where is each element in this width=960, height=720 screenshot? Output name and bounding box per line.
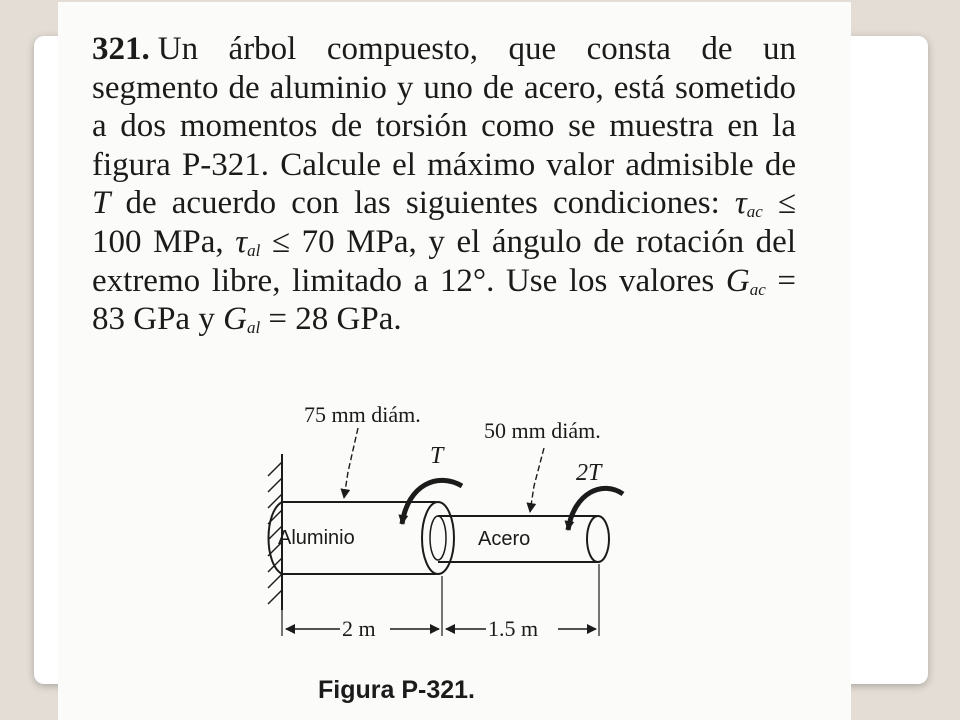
g-symbol-aluminum: G bbox=[223, 301, 247, 338]
label-aluminio: Aluminio bbox=[278, 527, 355, 549]
problem-text-part-1: Un árbol compuesto, que consta de un segmento de aluminio y uno de acero, está sometido a dos momentos de torsión como se muestra en la figura P-321. Calcule el máximo valor admisible de bbox=[92, 31, 805, 183]
problem-text-part-3: ≤ 100 MPa, bbox=[92, 185, 805, 260]
tau-symbol-steel: τ bbox=[734, 185, 747, 222]
label-dim-ac: 1.5 m bbox=[488, 616, 539, 641]
label-al-diameter: 75 mm diám. bbox=[304, 402, 421, 427]
subscript-ac: ac bbox=[749, 279, 766, 299]
label-torque-2T: 2T bbox=[576, 460, 602, 486]
label-dim-al: 2 m bbox=[342, 616, 376, 641]
tau-symbol-aluminum: τ bbox=[235, 223, 248, 260]
problem-number: 321. bbox=[92, 31, 150, 67]
problem-text-part-4: ≤ 70 MPa, y el ángulo de rotación del extremo libre, limitado a 12°. Use los valores bbox=[92, 223, 805, 299]
label-torque-T: T bbox=[430, 443, 444, 469]
shaft-figure bbox=[58, 2, 851, 720]
figure-caption: Figura P-321. bbox=[318, 676, 475, 704]
torque-symbol: T bbox=[92, 185, 111, 222]
problem-text-part-5: = 83 GPa y bbox=[92, 262, 805, 338]
problem-text-part-2: de acuerdo con las siguientes condiciones: bbox=[110, 185, 735, 222]
label-ac-diameter: 50 mm diám. bbox=[484, 418, 601, 443]
subscript-ac: ac bbox=[746, 202, 763, 222]
g-symbol-steel: G bbox=[725, 262, 750, 299]
scanned-page bbox=[58, 2, 851, 720]
leader-ac-diam bbox=[530, 448, 544, 512]
subscript-al: al bbox=[247, 240, 261, 260]
label-acero: Acero bbox=[478, 528, 531, 550]
leader-al-diam bbox=[344, 428, 358, 498]
problem-text-part-6: = 28 GPa. bbox=[260, 301, 402, 338]
subscript-al: al bbox=[246, 318, 261, 338]
